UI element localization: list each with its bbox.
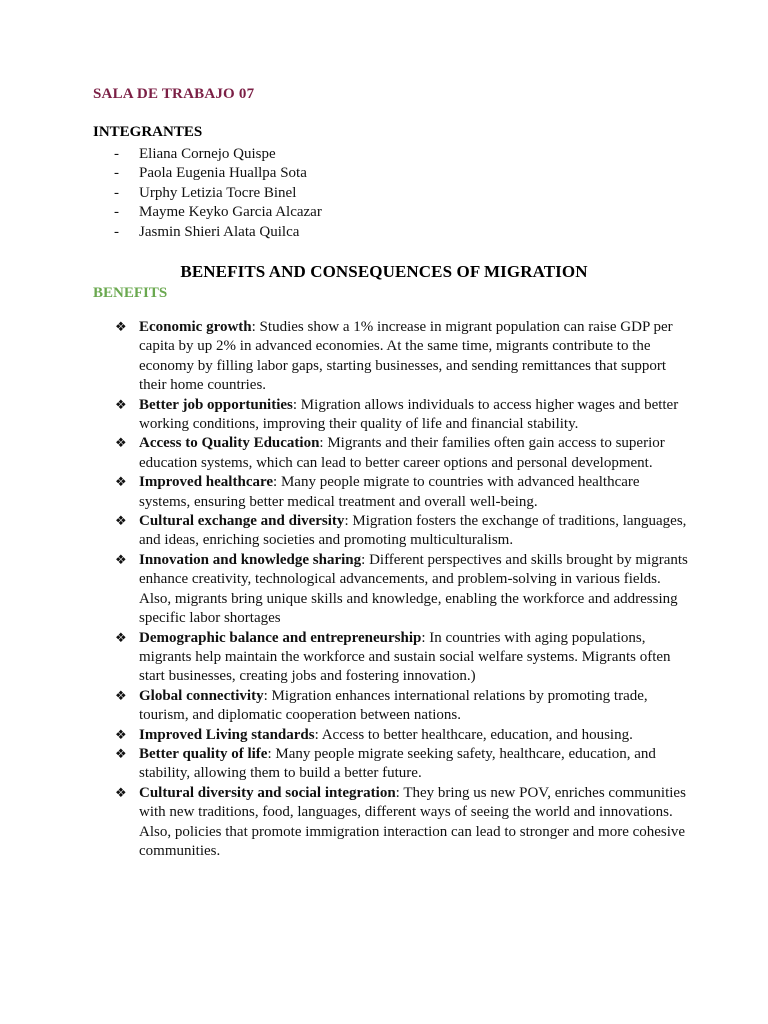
benefit-text: : Access to better healthcare, education, and housing.: [314, 726, 633, 743]
diamond-bullet-icon: ❖: [115, 397, 127, 413]
list-item: [114, 145, 322, 164]
list-item: [115, 745, 690, 784]
diamond-bullet-icon: ❖: [115, 688, 127, 704]
benefits-heading: BENEFITS: [93, 285, 168, 301]
benefit-text: : Migrants and their families often gain access to superior education systems, which can lead to better career options and personal development.: [139, 435, 665, 471]
list-item: [115, 784, 690, 862]
benefit-text: : Many people migrate to countries with advanced healthcare systems, ensuring better medical treatment and overall well-being.: [139, 474, 640, 510]
benefit-term: Innovation and knowledge sharing: [139, 551, 362, 568]
diamond-bullet-icon: ❖: [115, 475, 127, 491]
list-item: [115, 512, 690, 551]
diamond-bullet-icon: ❖: [115, 630, 127, 646]
diamond-bullet-icon: ❖: [115, 785, 127, 801]
members-heading: INTEGRANTES: [93, 124, 203, 140]
diamond-bullet-icon: ❖: [115, 514, 127, 530]
dash-marker: -: [114, 146, 119, 162]
diamond-bullet-icon: ❖: [115, 320, 127, 335]
list-item: [115, 473, 690, 512]
list-item: [115, 551, 690, 629]
benefit-term: Better quality of life: [139, 745, 268, 762]
benefit-text: : They bring us new POV, enriches communities with new traditions, food, languages, different ways of seeing the world and innovations. Also, policies that promote immigration interaction can lead to stronger and more cohesive communities.: [139, 784, 686, 859]
list-item: [115, 629, 690, 687]
member-name: Mayme Keyko Garcia Alcazar: [139, 204, 322, 221]
dash-marker: -: [114, 223, 119, 240]
dash-marker: -: [114, 165, 119, 182]
benefit-term: Global connectivity: [139, 687, 264, 704]
benefits-list: [115, 318, 690, 861]
benefit-text: : Many people migrate seeking safety, healthcare, education, and stability, allowing them to build a better future.: [139, 745, 656, 782]
benefit-text: : Studies show a 1% increase in migrant population can raise GDP per capita by up 2% in advanced economies. At the same time, migrants contribute to the economy by filling labor gaps, starting businesses, and sending remittances that support their home countries.: [139, 319, 673, 394]
member-name: Jasmin Shieri Alata Quilca: [139, 223, 300, 240]
list-item: [114, 203, 322, 222]
list-item: [114, 164, 322, 183]
list-item: [114, 223, 322, 242]
benefit-term: Improved Living standards: [139, 726, 315, 743]
benefit-text: : Different perspectives and skills brought by migrants enhance creativity, technological advancements, and problem-solving in various fields. Also, migrants bring unique skills and knowledge, enabling the workforce and addressing specific labor shortages: [139, 551, 688, 627]
benefit-term: Demographic balance and entrepreneurship: [139, 629, 422, 646]
diamond-bullet-icon: ❖: [115, 727, 127, 743]
diamond-bullet-icon: ❖: [115, 436, 127, 452]
list-item: [115, 396, 690, 435]
benefit-text: : Migration allows individuals to access higher wages and better working conditions, improving their quality of life and financial stability.: [139, 396, 679, 433]
list-item: [115, 434, 690, 473]
list-item: [115, 726, 690, 745]
benefit-text: : Migration enhances international relations by promoting trade, tourism, and diplomatic cooperation between nations.: [139, 687, 648, 724]
list-item: [115, 687, 690, 726]
benefit-term: Improved healthcare: [139, 474, 274, 491]
document-title: BENEFITS AND CONSEQUENCES OF MIGRATION: [180, 262, 588, 281]
member-name: Urphy Letizia Tocre Binel: [139, 184, 297, 201]
benefit-text: : Migration fosters the exchange of traditions, languages, and ideas, enriching societies and promoting multiculturalism.: [139, 513, 687, 549]
dash-marker: -: [114, 184, 119, 201]
dash-marker: -: [114, 204, 119, 221]
diamond-bullet-icon: ❖: [115, 552, 127, 568]
member-name: Paola Eugenia Huallpa Sota: [139, 165, 307, 182]
benefit-text: : In countries with aging populations, migrants help maintain the workforce and sustain social welfare systems. Migrants often start businesses, creating jobs and fostering innovation.): [139, 629, 671, 685]
member-name: Eliana Cornejo Quispe: [139, 146, 276, 162]
list-item: [114, 184, 322, 203]
diamond-bullet-icon: ❖: [115, 746, 127, 762]
benefit-term: Cultural diversity and social integration: [139, 784, 396, 801]
members-list: [114, 145, 322, 242]
benefit-term: Better job opportunities: [139, 396, 293, 413]
room-heading: SALA DE TRABAJO 07: [93, 86, 255, 102]
benefit-term: Access to Quality Education: [139, 435, 320, 452]
benefit-term: Economic growth: [139, 319, 252, 335]
benefit-term: Cultural exchange and diversity: [139, 513, 345, 530]
list-item: [115, 318, 690, 396]
